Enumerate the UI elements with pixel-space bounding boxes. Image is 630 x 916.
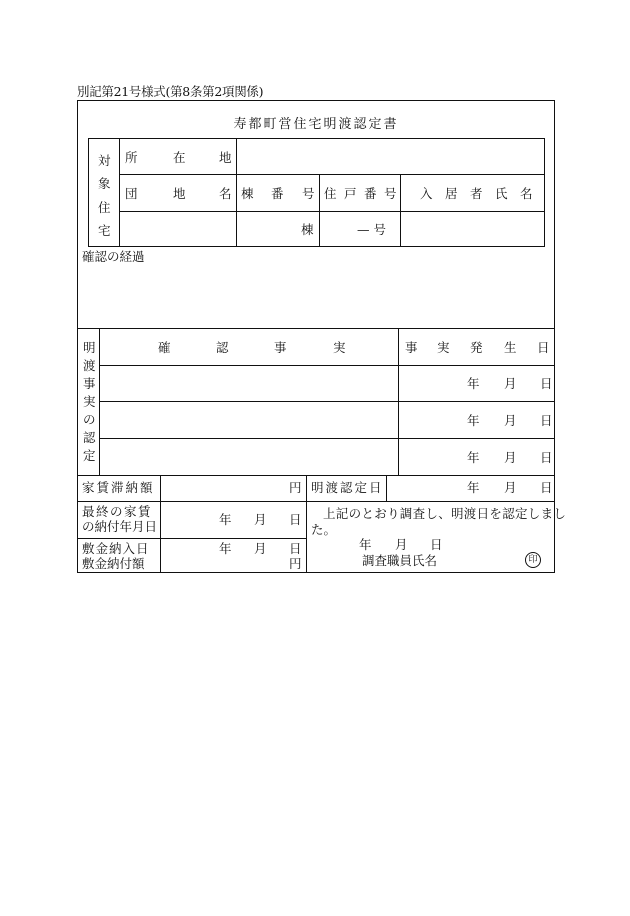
eviction-facts-char: の — [83, 412, 96, 427]
eviction-date-month: 月 — [504, 480, 517, 495]
eviction-facts-char: 明 — [83, 340, 96, 355]
danchi-name-field[interactable] — [120, 212, 236, 246]
form-title: 寿都町営住宅明渡認定書 — [233, 117, 399, 132]
final-rent-label: 最終の家賃 — [82, 504, 153, 519]
date-header: 生 — [504, 340, 517, 355]
deposit-field[interactable] — [161, 539, 306, 572]
resident-label: 入 — [420, 186, 433, 201]
fact-date-day: 日 — [540, 376, 553, 391]
target-housing-char: 象 — [98, 176, 111, 191]
resident-name-field[interactable] — [401, 212, 544, 246]
eviction-facts-char: 事 — [83, 376, 96, 391]
deposit-month: 月 — [254, 541, 267, 556]
date-header: 発 — [470, 340, 483, 355]
deposit-year: 年 — [219, 541, 232, 556]
fact-date-year: 年 — [467, 413, 480, 428]
facts-header: 実 — [333, 340, 346, 355]
certification-statement: 上記のとおり調査し、明渡日を認定しまし — [323, 506, 567, 521]
final-rent-month: 月 — [254, 512, 267, 527]
location-label: 地 — [219, 150, 232, 165]
building-no-label: 号 — [302, 186, 315, 201]
danchi-label: 名 — [219, 186, 232, 201]
eviction-certificate-form — [77, 100, 567, 573]
unit-no-label: 戸 — [344, 186, 357, 201]
divider — [306, 475, 307, 572]
fact-date-month: 月 — [504, 413, 517, 428]
fact-field[interactable] — [100, 366, 398, 401]
fact-date-month: 月 — [504, 450, 517, 465]
eviction-facts-char: 定 — [83, 448, 96, 463]
certification-statement-cont: た。 — [311, 522, 337, 537]
fact-date-month: 月 — [504, 376, 517, 391]
resident-label: 名 — [520, 186, 533, 201]
location-label: 在 — [173, 150, 186, 165]
eviction-facts-char: 渡 — [83, 358, 96, 373]
deposit-unit: 円 — [289, 556, 302, 571]
official-name-field[interactable] — [438, 551, 518, 569]
facts-header: 認 — [216, 340, 229, 355]
danchi-label: 団 — [125, 186, 138, 201]
final-rent-year: 年 — [219, 512, 232, 527]
fact-date-year: 年 — [467, 450, 480, 465]
target-housing-char: 住 — [98, 200, 111, 215]
building-suffix: 棟 — [301, 222, 314, 237]
rent-arrears-label: 家賃滞納額 — [82, 480, 155, 495]
location-field[interactable] — [237, 139, 544, 174]
seal-mark: 印 — [525, 552, 541, 568]
confirmation-process-field[interactable] — [78, 266, 554, 326]
confirmation-process-label: 確認の経過 — [82, 249, 145, 264]
date-header: 実 — [437, 340, 450, 355]
rent-arrears-unit: 円 — [289, 480, 302, 495]
divider — [78, 501, 554, 502]
deposit-day: 日 — [289, 541, 302, 556]
deposit-amount-label: 敷金納付額 — [82, 556, 145, 571]
eviction-date-label: 明渡認定日 — [311, 480, 384, 495]
form-caption: 別記第21号様式(第8条第2項関係) — [77, 84, 264, 99]
target-housing-char: 宅 — [98, 223, 111, 238]
fact-date-day: 日 — [540, 450, 553, 465]
target-housing-table — [88, 138, 545, 247]
final-rent-day: 日 — [289, 512, 302, 527]
certification-month: 月 — [395, 537, 408, 552]
fact-date-day: 日 — [540, 413, 553, 428]
unit-no-label: 番 — [364, 186, 377, 201]
resident-label: 氏 — [495, 186, 508, 201]
unit-suffix: — 号 — [357, 222, 386, 237]
unit-no-label: 住 — [324, 186, 337, 201]
eviction-facts-char: 認 — [83, 430, 96, 445]
target-housing-char: 対 — [98, 153, 111, 168]
certification-day: 日 — [430, 537, 443, 552]
facts-header: 事 — [274, 340, 287, 355]
date-header: 日 — [537, 340, 550, 355]
resident-label: 居 — [445, 186, 458, 201]
eviction-date-day: 日 — [540, 480, 553, 495]
building-no-label: 棟 — [241, 186, 254, 201]
divider — [119, 174, 544, 175]
certification-year: 年 — [359, 537, 372, 552]
building-no-label: 番 — [271, 186, 284, 201]
date-header: 事 — [405, 340, 418, 355]
facts-header: 確 — [158, 340, 171, 355]
deposit-date-label: 敷金納入日 — [82, 541, 150, 556]
divider — [78, 328, 554, 329]
final-rent-label: の納付年月日 — [82, 519, 158, 534]
official-name-label: 調査職員氏名 — [362, 553, 438, 568]
rent-arrears-field[interactable] — [161, 476, 306, 501]
unit-no-label: 号 — [384, 186, 397, 201]
fact-field[interactable] — [100, 439, 398, 475]
fact-date-year: 年 — [467, 376, 480, 391]
location-label: 所 — [125, 150, 138, 165]
danchi-label: 地 — [173, 186, 186, 201]
final-rent-date-field[interactable] — [161, 502, 306, 538]
eviction-facts-char: 実 — [83, 394, 96, 409]
fact-field[interactable] — [100, 402, 398, 438]
eviction-date-year: 年 — [467, 480, 480, 495]
resident-label: 者 — [470, 186, 483, 201]
